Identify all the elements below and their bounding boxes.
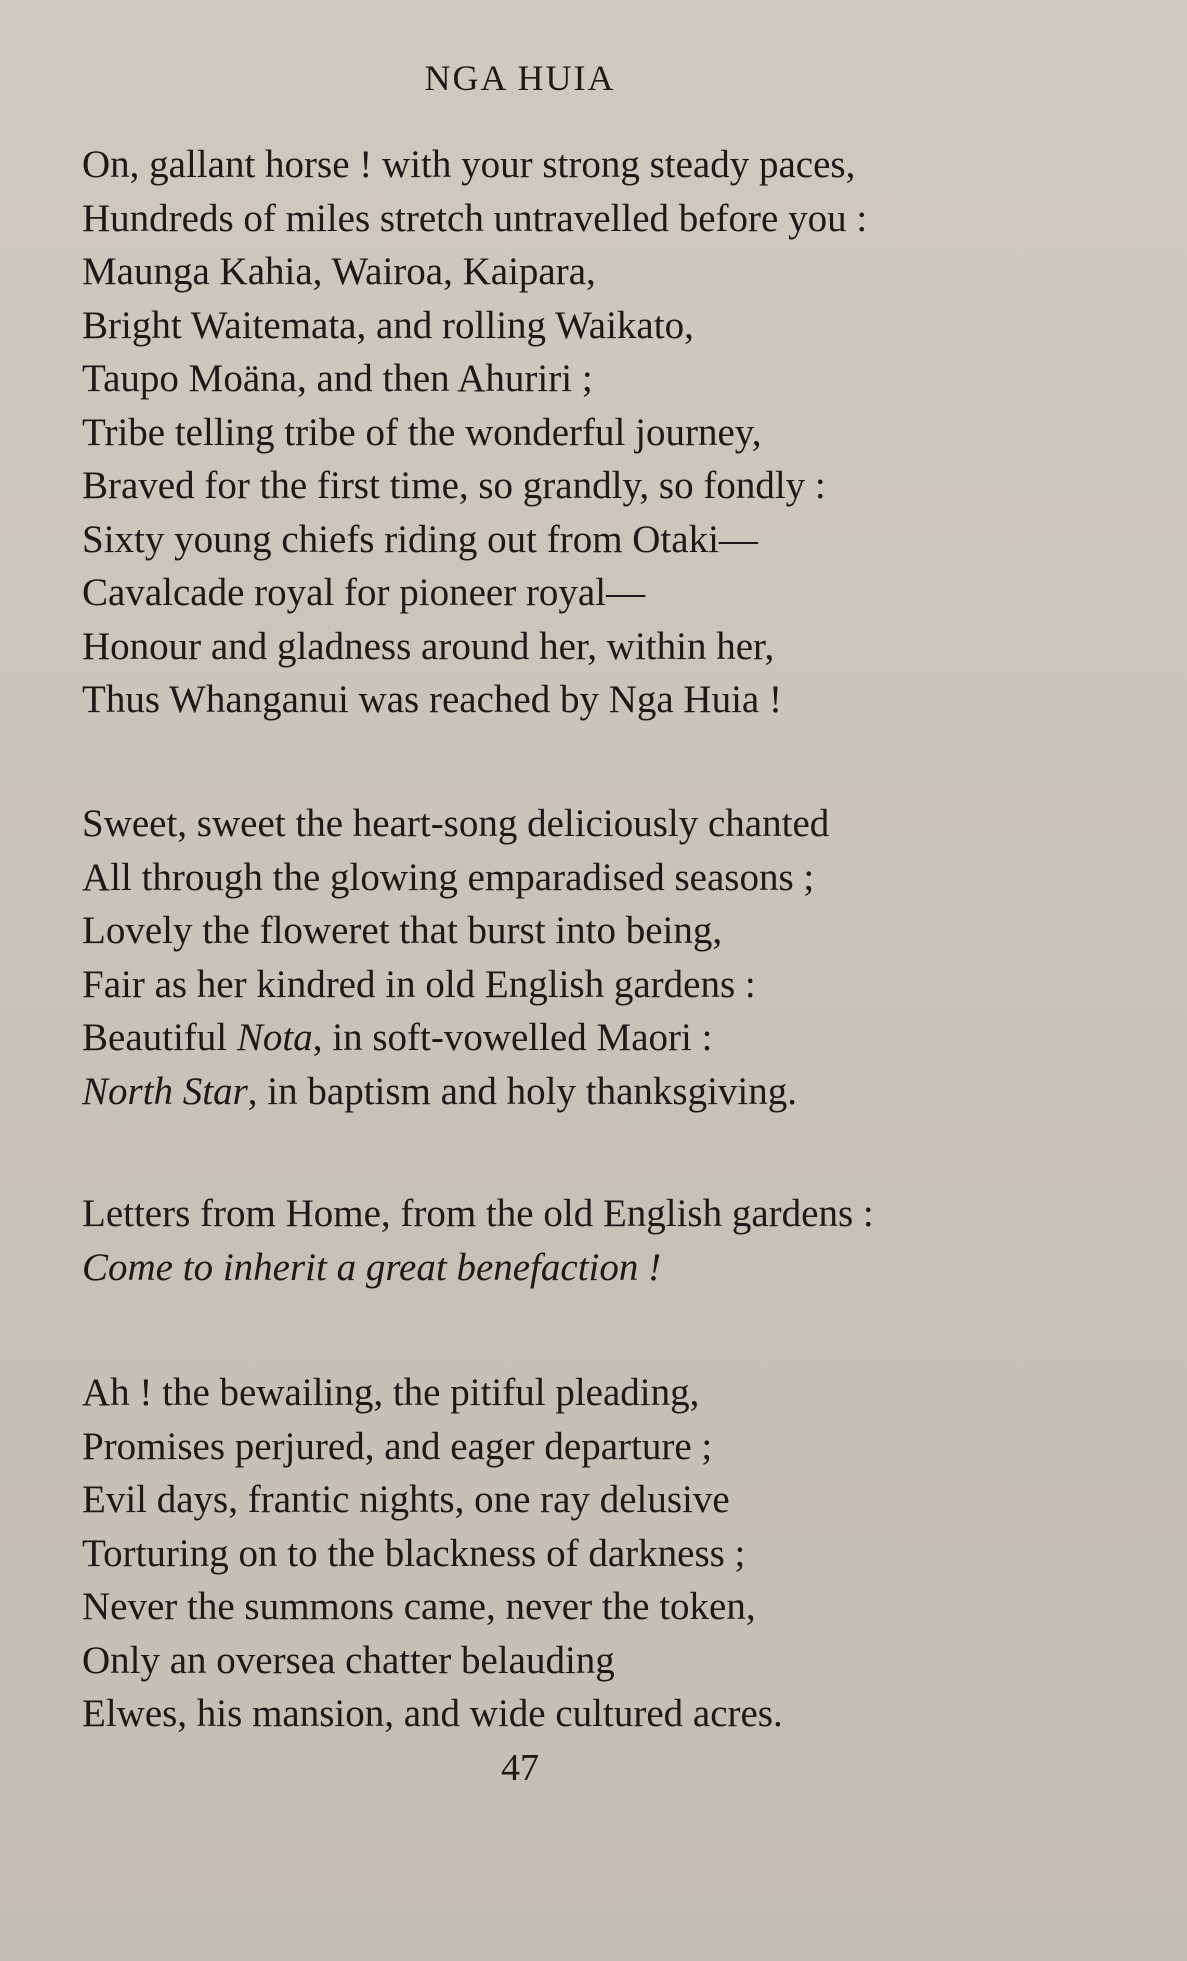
- verse-line: Sweet, sweet the heart-song deliciously chanted: [82, 802, 830, 845]
- verse-line: Honour and gladness around her, within her,: [82, 624, 775, 668]
- verse-line: [82, 1065, 1122, 1119]
- verse-line: Torturing on to the blackness of darkness ;: [82, 1531, 746, 1575]
- verse-line: Never the summons came, never the token,: [82, 1585, 756, 1628]
- verse-line: Lovely the floweret that burst into being,: [82, 909, 723, 952]
- stanza-1: [82, 138, 1122, 727]
- verse-line: [82, 1011, 1122, 1065]
- verse-text: Beautiful: [82, 1016, 237, 1059]
- italic-word: North Star: [82, 1069, 248, 1113]
- verse-line: Cavalcade royal for pioneer royal—: [82, 571, 646, 614]
- stanza-2: [82, 797, 1122, 1118]
- page-title: NGA HUIA: [424, 58, 616, 98]
- verse-line: Promises perjured, and eager departure ;: [82, 1424, 713, 1468]
- verse-line: Tribe telling tribe of the wonderful journey,: [82, 410, 762, 454]
- verse-text: , in soft-vowelled Maori :: [312, 1016, 713, 1059]
- verse-line: On, gallant horse ! with your strong steady paces,: [82, 143, 856, 186]
- verse-line: Taupo Moäna, and then Ahuriri ;: [82, 357, 593, 400]
- verse-line: Only an oversea chatter belauding: [82, 1638, 615, 1682]
- verse-line-italic: Come to inherit a great benefaction !: [82, 1245, 662, 1289]
- verse-line: Sixty young chiefs riding out from Otaki—: [82, 517, 758, 561]
- verse-line: Evil days, frantic nights, one ray delusive: [82, 1478, 730, 1521]
- verse-line: Elwes, his mansion, and wide cultured acres.: [82, 1692, 783, 1735]
- verse-line: Hundreds of miles stretch untravelled before you :: [82, 196, 868, 240]
- verse-line: Maunga Kahia, Wairoa, Kaipara,: [82, 250, 596, 293]
- verse-line: Ah ! the bewailing, the pitiful pleading,: [82, 1371, 700, 1414]
- verse-line: Braved for the first time, so grandly, so fondly :: [82, 464, 826, 507]
- stanza-4: [82, 1366, 1122, 1741]
- verse-text: , in baptism and holy thanksgiving.: [247, 1069, 798, 1113]
- page-number: 47: [501, 1747, 539, 1789]
- stanza-3: [82, 1187, 1122, 1294]
- verse-line: Fair as her kindred in old English gardens :: [82, 962, 756, 1006]
- verse-line: All through the glowing emparadised seasons ;: [82, 855, 815, 899]
- verse-line: Thus Whanganui was reached by Nga Huia !: [82, 678, 782, 721]
- verse-line: Letters from Home, from the old English gardens :: [82, 1192, 874, 1235]
- verse-line: Bright Waitemata, and rolling Waikato,: [82, 303, 694, 347]
- italic-word: Nota: [236, 1016, 313, 1059]
